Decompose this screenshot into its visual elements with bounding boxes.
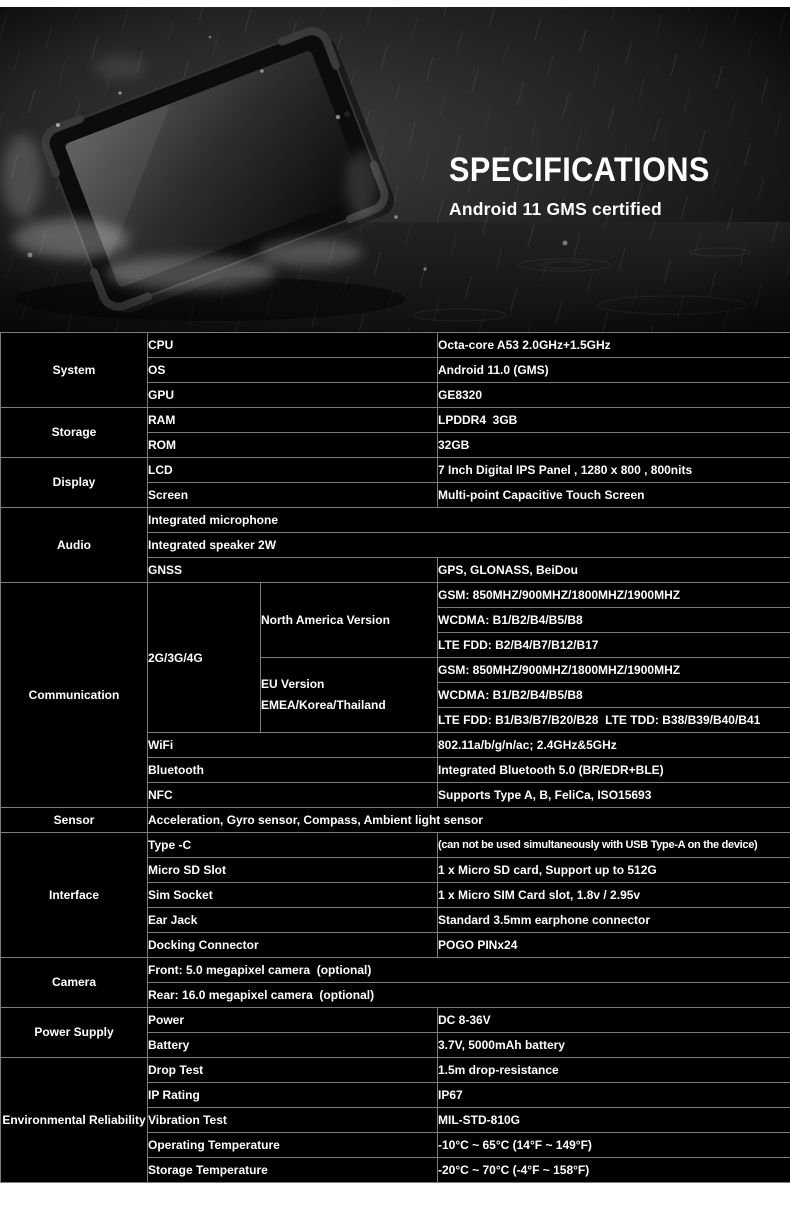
spec-value: -10°C ~ 65°C (14°F ~ 149°F)	[438, 1133, 790, 1158]
spec-key: GPU	[148, 383, 438, 408]
spec-key: OS	[148, 358, 438, 383]
band-value: LTE FDD: B1/B3/B7/B20/B28 LTE TDD: B38/B39/B40/B41	[438, 708, 790, 733]
spec-value: 32GB	[438, 433, 790, 458]
section-label-interface: Interface	[1, 833, 148, 958]
spec-key: Bluetooth	[148, 758, 438, 783]
spec-key: NFC	[148, 783, 438, 808]
band-value: WCDMA: B1/B2/B4/B5/B8	[438, 683, 790, 708]
table-row	[1, 958, 790, 983]
spec-key: Power	[148, 1008, 438, 1033]
spec-full-row: Integrated speaker 2W	[148, 533, 790, 558]
section-label-camera: Camera	[1, 958, 148, 1008]
section-label-display: Display	[1, 458, 148, 508]
spec-value: DC 8-36V	[438, 1008, 790, 1033]
spec-key: IP Rating	[148, 1083, 438, 1108]
spec-table	[0, 332, 790, 1183]
spec-key: Vibration Test	[148, 1108, 438, 1133]
page-title: SPECIFICATIONS	[449, 151, 710, 189]
table-row	[1, 508, 790, 533]
spec-value: MIL-STD-810G	[438, 1108, 790, 1133]
variant-name: North America Version	[261, 612, 390, 627]
spec-value: 802.11a/b/g/n/ac; 2.4GHz&5GHz	[438, 733, 790, 758]
section-label-system: System	[1, 333, 148, 408]
spec-value: GPS, GLONASS, BeiDou	[438, 558, 790, 583]
spec-key: WiFi	[148, 733, 438, 758]
spec-value: 1 x Micro SIM Card slot, 1.8v / 2.95v	[438, 883, 790, 908]
spec-key: Battery	[148, 1033, 438, 1058]
spec-value: GE8320	[438, 383, 790, 408]
spec-value: IP67	[438, 1083, 790, 1108]
table-row	[1, 583, 790, 608]
table-row	[1, 458, 790, 483]
hero-text-block	[449, 151, 739, 220]
spec-key: Ear Jack	[148, 908, 438, 933]
spec-key: ROM	[148, 433, 438, 458]
spec-value: -20°C ~ 70°C (-4°F ~ 158°F)	[438, 1158, 790, 1183]
spec-value: 7 Inch Digital IPS Panel , 1280 x 800 , 800nits	[438, 458, 790, 483]
band-value: LTE FDD: B2/B4/B7/B12/B17	[438, 633, 790, 658]
spec-key: Storage Temperature	[148, 1158, 438, 1183]
spec-key: CPU	[148, 333, 438, 358]
cellular-key: 2G/3G/4G	[148, 583, 261, 733]
spec-full-row: Front: 5.0 megapixel camera (optional)	[148, 958, 790, 983]
section-label-storage: Storage	[1, 408, 148, 458]
band-value: GSM: 850MHZ/900MHZ/1800MHZ/1900MHZ	[438, 583, 790, 608]
table-row	[1, 333, 790, 358]
spec-value: Multi-point Capacitive Touch Screen	[438, 483, 790, 508]
spec-key: Operating Temperature	[148, 1133, 438, 1158]
table-row	[1, 408, 790, 433]
spec-key: LCD	[148, 458, 438, 483]
spec-value: Standard 3.5mm earphone connector	[438, 908, 790, 933]
spec-key: Screen	[148, 483, 438, 508]
spec-value: Octa-core A53 2.0GHz+1.5GHz	[438, 333, 790, 358]
bottom-margin	[0, 1183, 790, 1230]
spec-value: Android 11.0 (GMS)	[438, 358, 790, 383]
spec-key: GNSS	[148, 558, 438, 583]
top-margin	[0, 0, 790, 7]
section-label-environmental-reliability: Environmental Reliability	[1, 1058, 148, 1183]
variant-name-line2: EMEA/Korea/Thailand	[261, 698, 386, 712]
hero-banner	[0, 7, 790, 332]
spec-full-row: Acceleration, Gyro sensor, Compass, Ambient light sensor	[148, 808, 790, 833]
spec-key: Drop Test	[148, 1058, 438, 1083]
page-subtitle: Android 11 GMS certified	[449, 199, 662, 219]
spec-value: Supports Type A, B, FeliCa, ISO15693	[438, 783, 790, 808]
table-row	[1, 1008, 790, 1033]
spec-key: Micro SD Slot	[148, 858, 438, 883]
spec-value: 1.5m drop-resistance	[438, 1058, 790, 1083]
variant-label-north-america	[261, 583, 438, 658]
table-row	[1, 833, 790, 858]
variant-name: EU Version	[261, 677, 325, 691]
section-label-audio: Audio	[1, 508, 148, 583]
spec-full-row: Rear: 16.0 megapixel camera (optional)	[148, 983, 790, 1008]
band-value: WCDMA: B1/B2/B4/B5/B8	[438, 608, 790, 633]
variant-label-eu	[261, 658, 438, 733]
spec-key: Type -C	[148, 833, 438, 858]
spec-value: POGO PINx24	[438, 933, 790, 958]
spec-value: (can not be used simultaneously with USB Type-A on the device)	[438, 833, 790, 858]
spec-full-row: Integrated microphone	[148, 508, 790, 533]
section-label-power-supply: Power Supply	[1, 1008, 148, 1058]
spec-value: Integrated Bluetooth 5.0 (BR/EDR+BLE)	[438, 758, 790, 783]
table-row	[1, 1058, 790, 1083]
spec-value: LPDDR4 3GB	[438, 408, 790, 433]
section-label-communication: Communication	[1, 583, 148, 808]
spec-value: 1 x Micro SD card, Support up to 512G	[438, 858, 790, 883]
section-label-sensor: Sensor	[1, 808, 148, 833]
table-row	[1, 808, 790, 833]
spec-key: RAM	[148, 408, 438, 433]
spec-value: 3.7V, 5000mAh battery	[438, 1033, 790, 1058]
band-value: GSM: 850MHZ/900MHZ/1800MHZ/1900MHZ	[438, 658, 790, 683]
spec-key: Docking Connector	[148, 933, 438, 958]
spec-key: Sim Socket	[148, 883, 438, 908]
